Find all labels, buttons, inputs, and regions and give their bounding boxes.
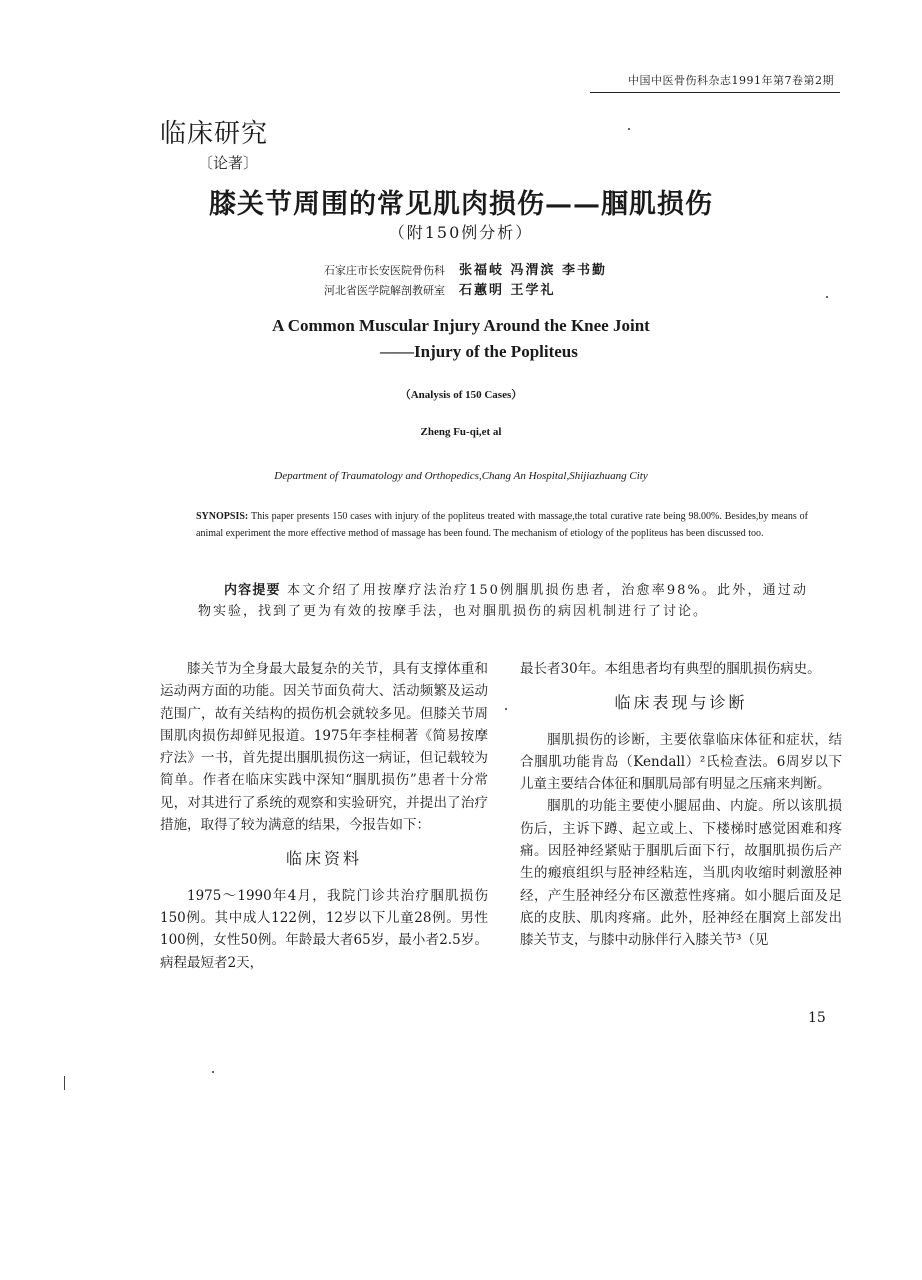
scan-mark	[64, 1076, 65, 1090]
affiliation-org: 石家庄市长安医院骨伤科	[324, 264, 445, 277]
synopsis-text: This paper presents 150 cases with injury of the popliteus treated with massage,the total curative rate being 98.00%. Besides,by means of animal experiment the more effective method of massage has been found. The mechanism of etiology of the popliteus has been discussed too.	[196, 511, 809, 539]
section-heading-diagnosis: 临床表现与诊断	[614, 693, 748, 713]
section-label: 临床研究	[160, 119, 269, 149]
article-type: 〔论著〕	[198, 154, 259, 172]
department-en: Department of Traumatology and Orthopedics,Chang An Hospital,Shijiazhuang City	[274, 470, 648, 482]
affiliation-row	[324, 279, 556, 298]
title-zh: 膝关节周围的常见肌肉损伤——腘肌损伤	[209, 189, 713, 220]
function-paragraph: 腘肌的功能主要使小腿屈曲、内旋。所以该肌损伤后，主诉下蹲、起立或上、下楼梯时感觉困难和疼痛。因胫神经紧贴于腘肌后面下行，故腘肌损伤后产生的瘢痕组织与胫神经粘连，当肌肉收缩时刺激胫神经，产生胫神经分布区激惹性疼痛。如小腿后面及足底的皮肤、肌肉疼痛。此外，胫神经在腘窝上部发出膝关节支，与膝中动脉伴行入膝关节³（见	[520, 798, 842, 949]
synopsis	[196, 508, 808, 542]
scan-speck	[212, 1071, 214, 1073]
author-en: Zheng Fu-qi,et al	[420, 426, 502, 438]
author-names: 石蕙明 王学礼	[459, 283, 556, 298]
abstract-text: 本文介绍了用按摩疗法治疗150例腘肌损伤患者，治愈率98%。此外，通过动物实验，找到了更为有效的按摩手法，也对腘肌损伤的病因机制进行了讨论。	[198, 583, 808, 619]
affiliation-org: 河北省医学院解剖教研室	[324, 284, 445, 297]
section-heading-clinical-data: 临床资料	[285, 849, 362, 869]
diagnosis-paragraph: 腘肌损伤的诊断，主要依靠临床体征和症状，结合腘肌功能肯岛（Kendall）²氏检查法。6周岁以下儿童主要结合体征和腘肌局部有明显之压痛来判断。	[520, 731, 842, 793]
left-column	[160, 658, 488, 974]
affiliation-row	[324, 259, 607, 278]
abstract-label: 内容提要	[224, 583, 281, 598]
scan-speck	[505, 708, 507, 710]
title-en: A Common Muscular Injury Around the Knee Joint	[272, 316, 650, 335]
intro-paragraph: 膝关节为全身最大最复杂的关节，具有支撑体重和运动两方面的功能。因关节面负荷大、活动频繁及运动范围广，故有关结构的损伤机会就较多见。但膝关节周围肌肉损伤却鲜见报道。1975年李桂桐著《简易按摩疗法》一书，首先提出腘肌损伤这一病证，但记载较为简单。作者在临床实践中深知“腘肌损伤”患者十分常见，对其进行了系统的观察和实验研究，并提出了治疗措施，取得了较为满意的结果，今报告如下：	[160, 661, 488, 834]
page-number: 15	[808, 1010, 826, 1026]
continued-paragraph: 最长者30年。本组患者均有典型的腘肌损伤病史。	[520, 661, 821, 677]
right-column	[520, 658, 842, 952]
title-en-subtitle: ——Injury of the Popliteus	[380, 342, 578, 361]
header-rule	[590, 92, 840, 93]
journal-header: 中国中医骨伤科杂志1991年第7卷第2期	[628, 74, 834, 87]
abstract-zh	[198, 580, 808, 622]
subtitle-zh: （附150例分析）	[388, 223, 534, 242]
scan-speck	[628, 128, 630, 130]
author-names: 张福岐 冯渭滨 李书勤	[459, 263, 608, 278]
analysis-en: （Analysis of 150 Cases）	[399, 389, 523, 401]
clinical-data-paragraph: 1975～1990年4月，我院门诊共治疗腘肌损伤150例。其中成人122例，12岁以下儿童28例。男性100例，女性50例。年龄最大者65岁，最小者2.5岁。病程最短者2天，	[160, 887, 488, 971]
synopsis-label: SYNOPSIS:	[196, 511, 249, 522]
scan-speck	[826, 296, 828, 298]
